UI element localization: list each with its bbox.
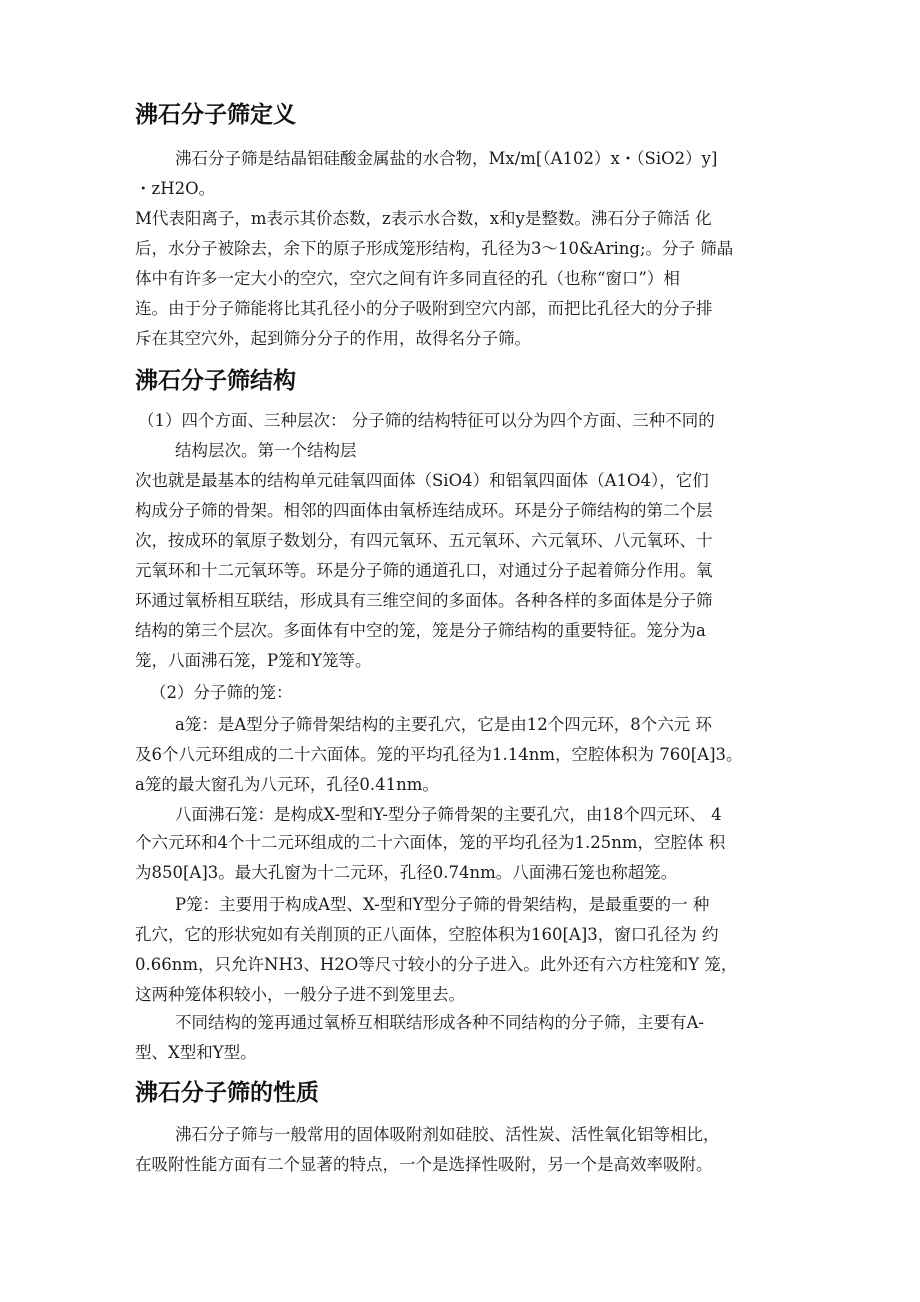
text-line: 沸石分子筛是结晶铝硅酸金属盐的水合物，Mx/m[（A102）x・（SiO2）y] [175,149,718,168]
text-line: 元氧环和十二元氧环等。环是分子筛的通道孔口，对通过分子起着筛分作用。氧 [135,561,713,580]
section-heading-structure: 沸石分子筛结构 [135,368,296,394]
text-line: a笼的最大窗孔为八元环，孔径0.41nm。 [135,775,439,794]
text-line: 沸石分子筛与一般常用的固体吸附剂如硅胶、活性炭、活性氧化铝等相比， [175,1125,720,1144]
text-line: ・zH2O。 [135,179,216,198]
text-line: 结构层次。第一个结构层 [175,441,357,460]
text-line: 八面沸石笼：是构成X-型和Y-型分子筛骨架的主要孔穴，由18个四元环、 4 [175,805,722,824]
text-line: 后，水分子被除去，余下的原子形成笼形结构，孔径为3～10&Aring;。分子 筛晶 [135,239,734,258]
text-line: 体中有许多一定大小的空穴，空穴之间有许多同直径的孔（也称“窗口”）相 [135,269,680,288]
text-line: 环通过氧桥相互联结，形成具有三维空间的多面体。各种各样的多面体是分子筛 [135,591,713,610]
text-line: （2）分子筛的笼： [150,683,293,702]
text-line: 连。由于分子筛能将比其孔径小的分子吸附到空穴内部，而把比孔径大的分子排 [135,299,713,318]
text-line: 为850[A]3。最大孔窗为十二元环，孔径0.74nm。八面沸石笼也称超笼。 [135,863,678,882]
text-line: 笼，八面沸石笼，P笼和Y笼等。 [135,651,372,670]
text-line: P笼：主要用于构成A型、X-型和Y型分子筛的骨架结构，是最重要的一 种 [175,895,710,914]
text-line: 结构的第三个层次。多面体有中空的笼，笼是分子筛结构的重要特征。笼分为a [135,621,706,640]
section-heading-definition: 沸石分子筛定义 [135,102,296,128]
text-line: a笼：是A型分子筛骨架结构的主要孔穴，它是由12个四元环，8个六元 环 [175,715,712,734]
text-line: 不同结构的笼再通过氧桥互相联结形成各种不同结构的分子筛，主要有A- [175,1013,704,1032]
text-line: M代表阳离子，m表示其价态数，z表示水合数，x和y是整数。沸石分子筛活 化 [135,209,712,228]
text-line: （1）四个方面、三种层次： 分子筛的结构特征可以分为四个方面、三种不同的 [138,411,715,430]
text-line: 这两种笼体积较小，一般分子进不到笼里去。 [135,985,465,1004]
text-line: 次也就是最基本的结构单元硅氧四面体（SiO4）和铝氧四面体（A1O4），它们 [135,471,709,490]
text-line: 斥在其空穴外，起到筛分分子的作用，故得名分子筛。 [135,329,531,348]
text-line: 构成分子筛的骨架。相邻的四面体由氧桥连结成环。环是分子筛结构的第二个层 [135,501,713,520]
text-line: 在吸附性能方面有二个显著的特点，一个是选择性吸附，另一个是高效率吸附。 [135,1155,713,1174]
text-line: 0.66nm，只允许NH3、H2O等尺寸较小的分子进入。此外还有六方柱笼和Y 笼， [135,955,738,974]
text-line: 及6个八元环组成的二十六面体。笼的平均孔径为1.14nm，空腔体积为 760[A]3。 [135,745,743,764]
section-heading-properties: 沸石分子筛的性质 [135,1080,319,1106]
text-line: 孔穴，它的形状宛如有关削顶的正八面体，空腔体积为160[A]3，窗口孔径为 约 [135,925,719,944]
text-line: 次，按成环的氧原子数划分，有四元氧环、五元氧环、六元氧环、八元氧环、十 [135,531,713,550]
text-line: 个六元环和4个十二元环组成的二十六面体，笼的平均孔径为1.25nm，空腔体 积 [135,833,726,852]
text-line: 型、X型和Y型。 [135,1043,257,1062]
